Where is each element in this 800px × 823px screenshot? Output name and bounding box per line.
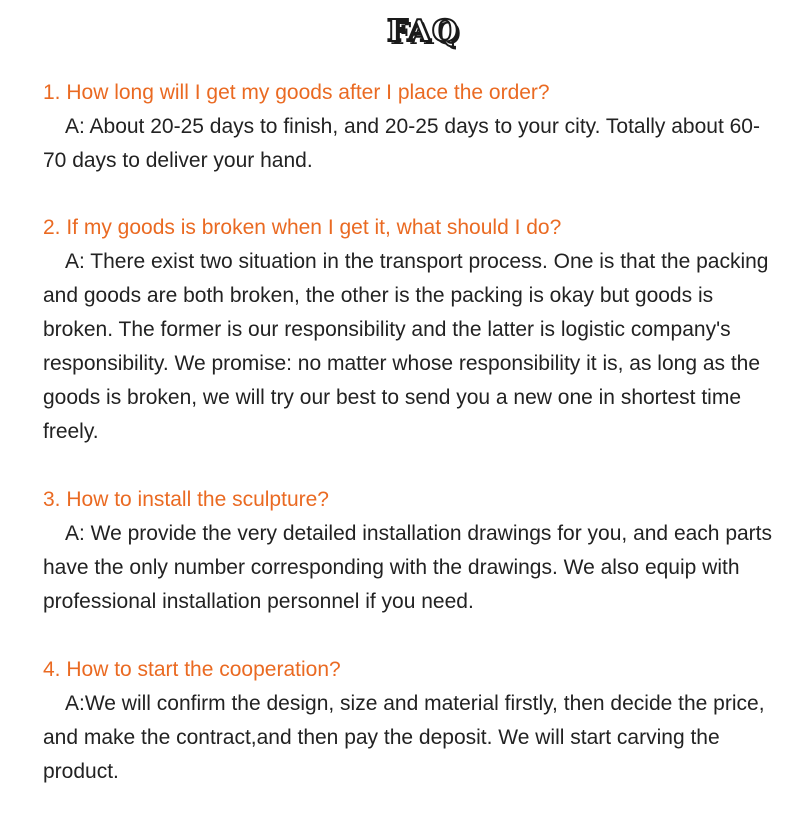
faq-title: FAQ <box>387 14 459 49</box>
faq-answer-4: A:We will confirm the design, size and material firstly, then decide the price, and make the contract,and then pay the deposit. We will start carving the product. <box>43 692 765 783</box>
faq-answer-1: A: About 20-25 days to finish, and 20-25 days to your city. Totally about 60-70 days to deliver your hand. <box>43 115 760 172</box>
faq-answer-2: A: There exist two situation in the transport process. One is that the packing and goods are both broken, the other is the packing is okay but goods is broken. The former is our responsibility and the latter is logistic company's responsibility. We promise: no matter whose responsibility it is, as long as the goods is broken, we will try our best to send you a new one in shortest time freely. <box>43 250 769 443</box>
title-container <box>0 10 800 54</box>
faq-question-3: 3. How to install the sculpture? <box>43 488 329 511</box>
faq-answer-3: A: We provide the very detailed installation drawings for you, and each parts have the only number corresponding with the drawings. We also equip with professional installation personnel if you need. <box>43 522 773 613</box>
faq-item-2 <box>43 211 783 449</box>
faq-question-1: 1. How long will I get my goods after I place the order? <box>43 81 550 104</box>
faq-item-1 <box>43 76 783 178</box>
faq-question-4: 4. How to start the cooperation? <box>43 658 341 681</box>
faq-item-4 <box>43 653 783 789</box>
faq-question-2: 2. If my goods is broken when I get it, what should I do? <box>43 216 562 239</box>
faq-item-3 <box>43 483 783 619</box>
